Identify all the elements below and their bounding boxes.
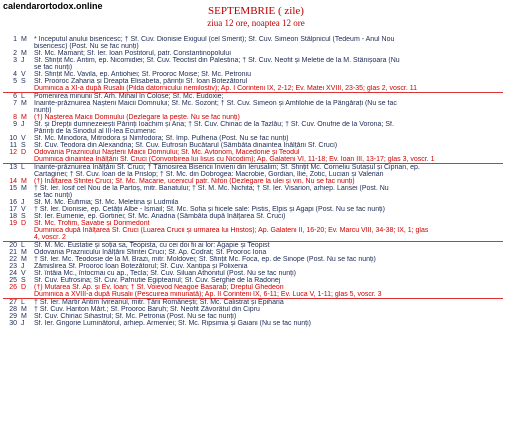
feast-text: Cartaginei; † Sf. Cuv. Ioan de la Prislop; † Sf. Mc. din Dobrogea: Macrobie, Gordian, Ilie, Zotic, Lucian și Valerian <box>34 171 384 178</box>
calendar-row <box>3 249 503 256</box>
day-number: 26 <box>9 284 17 291</box>
weekday-letter: M <box>21 100 27 107</box>
weekday-letter: S <box>21 142 26 149</box>
calendar-row <box>3 71 503 78</box>
day-number: 10 <box>9 135 17 142</box>
day-number: 19 <box>9 220 17 227</box>
feast-text: † Sf. Ier. Iosif cel Nou de la Partoș, mitr. Banatului; † Sf. M. Mc. Nichita; † Sf. Ier. Visarion, arhiep. Larisei (Post. Nu <box>34 185 389 192</box>
weekday-letter: M <box>21 36 27 43</box>
weekday-letter: M <box>21 50 27 57</box>
day-number: 20 <box>9 242 17 249</box>
site-title[interactable]: calendarortodox.online <box>3 1 103 11</box>
day-number: 12 <box>9 149 17 156</box>
calendar-row <box>3 43 503 50</box>
calendar-row <box>3 234 503 241</box>
feast-text: Sf. Sfințit Mc. Vavila, ep. Antiohiei; Sf. Prooroc Moise; Sf. Mc. Petroniu <box>34 71 251 78</box>
day-number: 3 <box>13 57 17 64</box>
feast-text: Sf. și Drepții dumnezeiești Părinți Ioachim și Ana; † Sf. Cuv. Chiriac de la Tazlău; † Sf. Cuv. Onufrie de la Vorona; Sf. <box>34 121 394 128</box>
weekday-letter: V <box>21 71 26 78</box>
feast-text: Sf. Mc. Mamant; Sf. Ier. Ioan Postitorul, patr. Constantinopolului <box>34 50 231 57</box>
feast-text: Sf. Ier. Eumenie, ep. Gortinei; Sf. Mc. Ariadna (Sâmbăta după Înălțarea Sf. Cruci) <box>34 213 286 220</box>
weekday-letter: L <box>21 93 25 100</box>
calendar-row <box>3 100 503 107</box>
day-number: 1 <box>13 36 17 43</box>
feast-text: Înainte-prăznuirea Nașterii Maicii Domnului; Sf. Mc. Sozont; † Sf. Cuv. Simeon și Amfilohie de la Pângărați (Nu se fac <box>34 100 397 107</box>
calendar-row <box>3 156 503 163</box>
day-number: 24 <box>9 270 17 277</box>
day-number: 29 <box>9 313 17 320</box>
day-number: 9 <box>13 121 17 128</box>
weekday-letter: M <box>21 185 27 192</box>
calendar-row <box>3 149 503 156</box>
feast-text: Pomenirea minunii Sf. Arh. Mihail în Colose; Sf. Mc. Eudoxie; <box>34 93 224 100</box>
feast-text: (†) Înălțarea Sfintei Cruci; Sf. Mc. Macarie, ucenicul patr. Nifon (Dezlegare la ulei și vin. Nu se fac nunți) <box>34 178 355 185</box>
calendar-row <box>3 284 503 291</box>
feast-text: Sf. Mc. Minodora, Mitrodora și Nimfodora; Sf. Împ. Pulheria (Post. Nu se fac nunți) <box>34 135 289 142</box>
day-number: 21 <box>9 249 17 256</box>
weekday-letter: D <box>21 149 27 156</box>
feast-text: Sf. Sfințit Mc. Antim, ep. Nicomidiei; Sf. Cuv. Teoctist din Palestina; † Sf. Cuv. Neofit și Meletie de la M. Stânișoara (Nu <box>34 57 400 64</box>
calendar-row <box>3 192 503 199</box>
weekday-letter: J <box>21 199 25 206</box>
calendar-row <box>3 313 503 320</box>
feast-text: Duminica după Înălțarea Sf. Cruci (Luarea Crucii și urmarea lui Hristos); Ap. Galateni II, 16-20; Ev. Marcu VIII, 34-38; IX, 1; glas <box>34 227 429 234</box>
feast-text: Duminica a XVIII-a după Rusalii (Pescuirea minunată); Ap. II Corinteni IX, 6-11; Ev. Luca V, 1-11; glas 5, voscr. 3 <box>34 291 382 298</box>
day-number: 2 <box>13 50 17 57</box>
calendar-row <box>3 242 503 249</box>
weekday-letter: L <box>21 242 25 249</box>
weekday-letter: L <box>21 164 25 171</box>
feast-text: (†) Nașterea Maicii Domnului (Dezlegare la pește. Nu se fac nunți) <box>34 114 240 121</box>
calendar-row <box>3 185 503 192</box>
weekday-letter: J <box>21 263 25 270</box>
month-title: SEPTEMBRIE ( zile) <box>208 5 304 17</box>
calendar-row <box>3 256 503 263</box>
weekday-letter: S <box>21 277 26 284</box>
weekday-letter: S <box>21 213 26 220</box>
weekday-letter: V <box>21 270 26 277</box>
calendar-row <box>3 142 503 149</box>
feast-text: Odovania Praznicului Nașterii Maicii Domnului; Sf. Mc. Avtonom, Macedonie și Teodul <box>34 149 300 156</box>
calendar-row <box>3 299 503 306</box>
weekday-letter: D <box>21 220 27 227</box>
day-number: 27 <box>9 299 17 306</box>
weekday-letter: D <box>21 284 27 291</box>
feast-text: Sf. Cuv. Teodora din Alexandria; Sf. Cuv. Eufrosin Bucătarul (Sâmbăta dinaintea Înălțării Sf. Cruci) <box>34 142 338 149</box>
day-number: 5 <box>13 78 17 85</box>
calendar-row <box>3 213 503 220</box>
calendar-row <box>3 121 503 128</box>
day-number: 13 <box>9 164 17 171</box>
day-number: 7 <box>13 100 17 107</box>
weekday-letter: V <box>21 135 26 142</box>
calendar-row <box>3 277 503 284</box>
day-number: 8 <box>13 114 17 121</box>
calendar-row <box>3 320 503 327</box>
weekday-letter: M <box>21 178 27 185</box>
day-number: 25 <box>9 277 17 284</box>
feast-text: (†) Mutarea Sf. Ap. și Ev. Ioan; † Sf. Voievod Neagoe Basarab; Dreptul Ghedeon <box>34 284 284 291</box>
feast-text: † Sf. Cuv. Hariton Mărt.; Sf. Prooroc Baruh; Sf. Neofit Zăvorâtul din Cipru <box>34 306 260 313</box>
feast-text: Sf. Cuv. Eufrosina; Sf. Cuv. Pafnutie Egipteanul; Sf. Cuv. Serghie de la Radonej <box>34 277 281 284</box>
calendar-row <box>3 306 503 313</box>
calendar-row <box>3 128 503 135</box>
day-number: 14 <box>9 178 17 185</box>
feast-text: Sf. întâia Mc., întocmai cu ap., Tecla; Sf. Cuv. Siluan Athonitul (Post. Nu se fac nunți) <box>34 270 296 277</box>
day-number: 28 <box>9 306 17 313</box>
feast-text: † Sf. Ier. Mc. Teodosie de la M. Brazi, mitr. Moldovei; Sf. Sfințit Mc. Foca, ep. de Sinope (Post. Nu se fac nunți) <box>34 256 376 263</box>
feast-text: Înainte-prăznuirea Înălțării Sf. Cruci; † Târnosirea Bisericii Învierii din Ierusalim; Sf. Sfințit Mc. Corneliu Sutașul și Ciprian, ep. <box>34 164 420 171</box>
feast-text: bisericesc) (Post. Nu se fac nunți) <box>34 43 139 50</box>
calendar-row <box>3 199 503 206</box>
feast-text: Zămislirea Sf. Prooroc Ioan Botezătorul; Sf. Cuv. Xantipa și Polixenia <box>34 263 248 270</box>
feast-text: Părinți de la Sinodul al III-lea Ecumenic <box>34 128 156 135</box>
calendar-row <box>3 135 503 142</box>
calendar-row <box>3 114 503 121</box>
weekday-letter: M <box>21 249 27 256</box>
weekday-letter: J <box>21 121 25 128</box>
feast-text: Sf. M. Mc. Eufimia; Sf. Mc. Meletina și Ludmila <box>34 199 179 206</box>
day-number: 11 <box>9 142 17 149</box>
weekday-letter: M <box>21 306 27 313</box>
day-number: 16 <box>9 199 17 206</box>
feast-text: Sf. Cuv. Chiriac Sihastrul; Sf. Mc. Petronia (Post. Nu se fac nunți) <box>34 313 237 320</box>
calendar-row <box>3 171 503 178</box>
day-number: 22 <box>9 256 17 263</box>
calendar-row <box>3 36 503 43</box>
day-number: 30 <box>9 320 17 327</box>
day-number: 17 <box>9 206 17 213</box>
day-info: ziua 12 ore, noaptea 12 ore <box>207 18 305 28</box>
calendar-row <box>3 291 503 298</box>
weekday-letter: M <box>21 256 27 263</box>
feast-text: se fac nunți) <box>34 192 73 199</box>
feast-text: † Sf. Ier. Martir Antim Ivireanul, mitr. Țării Românești; Sf. Mc. Calistrat și Epiharia <box>34 299 284 306</box>
calendar-row <box>3 64 503 71</box>
feast-text: Duminica a XI-a după Rusalii (Pilda datornicului nemilostiv); Ap. I Corinteni IX, 2-12; Ev. Matei XVIII, 23-35; glas 2, voscr. 11 <box>34 85 417 92</box>
calendar-row <box>3 206 503 213</box>
calendar-table <box>3 36 503 327</box>
day-number: 4 <box>13 71 17 78</box>
day-number: 18 <box>9 213 17 220</box>
feast-text: † Sf. Ier. Dionisie, ep. Cetății Albe - Ismail; Sf. Mc. Sofia și fiicele sale: Pistis, Elpis și Agapi (Post. Nu se fac nunți) <box>34 206 385 213</box>
calendar-row <box>3 270 503 277</box>
day-number: 23 <box>9 263 17 270</box>
calendar-row <box>3 164 503 171</box>
feast-text: Sf. Prooroc Zaharia și Dreapta Elisabeta, părinții Sf. Ioan Botezătorul <box>34 78 248 85</box>
calendar-row <box>3 85 503 92</box>
calendar-row <box>3 93 503 100</box>
feast-text: Odovania Praznicului Înălțării Sfintei Cruci; Sf. Ap. Codrat; Sf. Prooroc Iona <box>34 249 267 256</box>
calendar-row <box>3 220 503 227</box>
feast-text: se fac nunți) <box>34 64 73 71</box>
calendar-row <box>3 263 503 270</box>
calendar-row <box>3 107 503 114</box>
feast-text: Sf. Ier. Grigorie Luminătorul, arhiep. Armeniei; Sf. Mc. Ripsimia și Gaiani (Nu se fac nunți) <box>34 320 311 327</box>
weekday-letter: V <box>21 206 26 213</box>
calendar-row <box>3 50 503 57</box>
feast-text: * Începutul anului bisericesc; † Sf. Cuv. Dionisie Exiguul (cel Smerit); Sf. Cuv. Simeon Stâlpnicul (Tedeum - Anul Nou <box>34 36 395 43</box>
weekday-letter: S <box>21 78 26 85</box>
weekday-letter: J <box>21 320 25 327</box>
weekday-letter: M <box>21 114 27 121</box>
feast-text: nunți) <box>34 107 52 114</box>
feast-text: Sf. Mc. Trofim, Savatie și Dorimedont <box>34 220 150 227</box>
calendar-row <box>3 57 503 64</box>
day-number: 6 <box>13 93 17 100</box>
calendar-row <box>3 178 503 185</box>
feast-text: Sf. M. Mc. Eustatie și soția sa, Teopista, cu cei doi fii ai lor: Agapie și Teopist <box>34 242 270 249</box>
calendar-row <box>3 78 503 85</box>
weekday-letter: J <box>21 57 25 64</box>
feast-text: 4, voscr. 2 <box>34 234 66 241</box>
weekday-letter: L <box>21 299 25 306</box>
feast-text: Duminica dinaintea Înălțării Sf. Cruci (Convorbirea lui Iisus cu Nicodim); Ap. Galateni VI, 11-18; Ev. Ioan III, 13-17; glas 3, voscr. 1 <box>34 156 435 163</box>
day-number: 15 <box>9 185 17 192</box>
calendar-row <box>3 227 503 234</box>
weekday-letter: M <box>21 313 27 320</box>
